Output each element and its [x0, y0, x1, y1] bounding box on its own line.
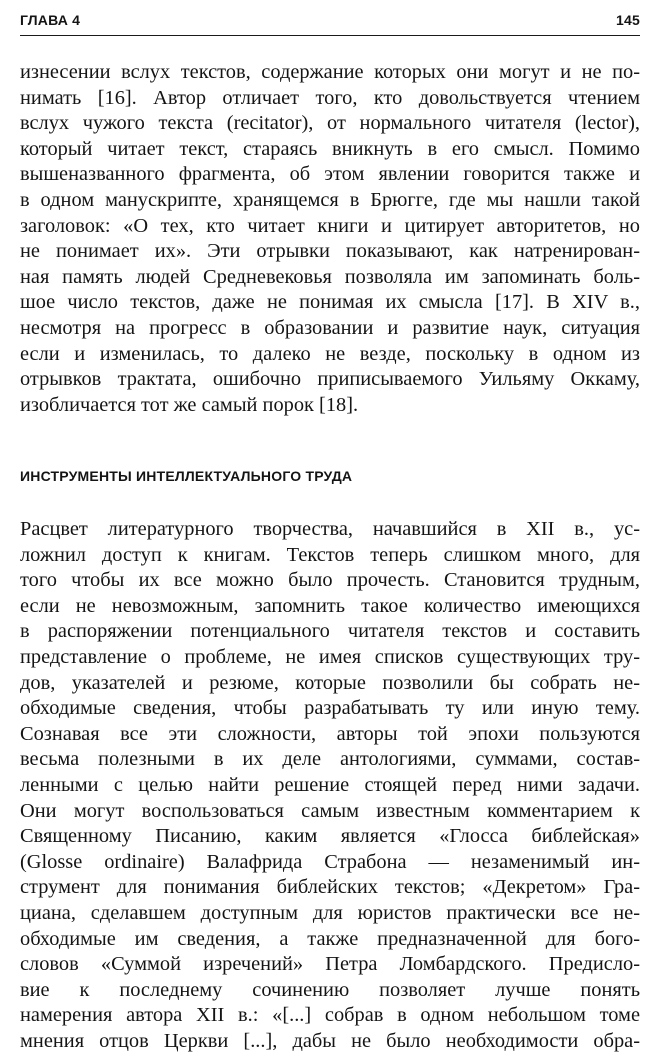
text-line: в одном манускрипте, хранящемся в Брюгге, где мы нашли такой: [20, 188, 640, 211]
text-line: дов, указателей и резюме, которые позволили бы собрать не-: [20, 671, 640, 694]
text-line: нимать [16]. Автор отличает того, кто довольствуется чтением: [20, 86, 640, 109]
text-line: заголовок: «О тех, кто читает книги и цитирует авторитетов, но: [20, 214, 640, 237]
text-line: изнесении вслух текстов, содержание которых они могут и не по-: [20, 61, 640, 83]
running-head: [20, 12, 640, 34]
paragraph-2: [20, 517, 640, 1054]
text-line: ленными с целью найти решение стоящей перед ними задачи.: [20, 773, 640, 796]
text-line: словов «Суммой изречений» Петра Ломбардского. Предисло-: [20, 953, 640, 976]
text-line: намерения автора XII в.: «[...] собрав в одном небольшом томе: [20, 1004, 640, 1027]
text-line: вие к последнему сочинению позволяет лучше понять: [20, 978, 640, 1001]
chapter-label: ГЛАВА 4: [20, 12, 81, 28]
text-line: представление о проблеме, не имея списков существующих тру-: [20, 645, 640, 668]
text-line: не понимает их». Эти отрывки показывают, как натренирован-: [20, 240, 640, 263]
text-line: ложнил доступ к книгам. Текстов теперь слишком много, для: [20, 543, 640, 566]
text-line: обходимые сведения, чтобы разрабатывать ту или иную тему.: [20, 697, 640, 720]
text-line: Сознавая все эти сложности, авторы той эпохи пользуются: [20, 722, 640, 745]
text-line: изобличается тот же самый порок [18].: [20, 393, 359, 416]
text-line: отрывков трактата, ошибочно приписываемого Уильяму Оккаму,: [20, 368, 640, 391]
text-line: мнения отцов Церкви [...], дабы не было необходимости обра-: [20, 1029, 640, 1052]
text-line: ная память людей Средневековья позволяла им запоминать боль-: [20, 265, 640, 288]
text-line: того чтобы их все можно было прочесть. Становится трудным,: [20, 569, 640, 592]
text-line: несмотря на прогресс в образовании и развитие наук, ситуация: [20, 316, 640, 339]
section-heading: ИНСТРУМЕНТЫ ИНТЕЛЛЕКТУАЛЬНОГО ТРУДА: [20, 468, 353, 484]
page-number: 145: [616, 12, 640, 28]
text-line: Священному Писанию, каким является «Глосса библейская»: [20, 825, 640, 848]
text-line: Расцвет литературного творчества, начавшийся в XII в., ус-: [20, 518, 640, 540]
text-line: если и изменилась, то далеко не везде, поскольку в одном из: [20, 342, 640, 365]
text-line: который читает текст, стараясь вникнуть в его смысл. Помимо: [20, 137, 640, 160]
text-line: (Glosse ordinaire) Валафрида Страбона — незаменимый ин-: [20, 850, 640, 873]
text-line: циана, сделавшем доступным для юристов практически все не-: [20, 901, 640, 924]
text-line: весьма полезными в их деле антологиями, суммами, состав-: [20, 748, 640, 771]
text-line: в распоряжении потенциального читателя текстов и составить: [20, 620, 640, 643]
text-line: вышеназванного фрагмента, об этом явлении говорится также и: [20, 163, 640, 186]
paragraph-1: [20, 60, 640, 418]
text-line: струмент для понимания библейских текстов; «Декретом» Гра-: [20, 876, 640, 899]
text-line: обходимые им сведения, а также предназначенной для бого-: [20, 927, 640, 950]
text-line: шое число текстов, даже не понимая их смысла [17]. В XIV в.,: [20, 291, 640, 314]
text-line: если не невозможным, запомнить такое количество имеющихся: [20, 594, 640, 617]
text-line: Они могут воспользоваться самым известным комментарием к: [20, 799, 640, 822]
text-line: вслух чужого текста (recitator), от нормального читателя (lector),: [20, 112, 640, 135]
header-rule: [20, 35, 640, 36]
